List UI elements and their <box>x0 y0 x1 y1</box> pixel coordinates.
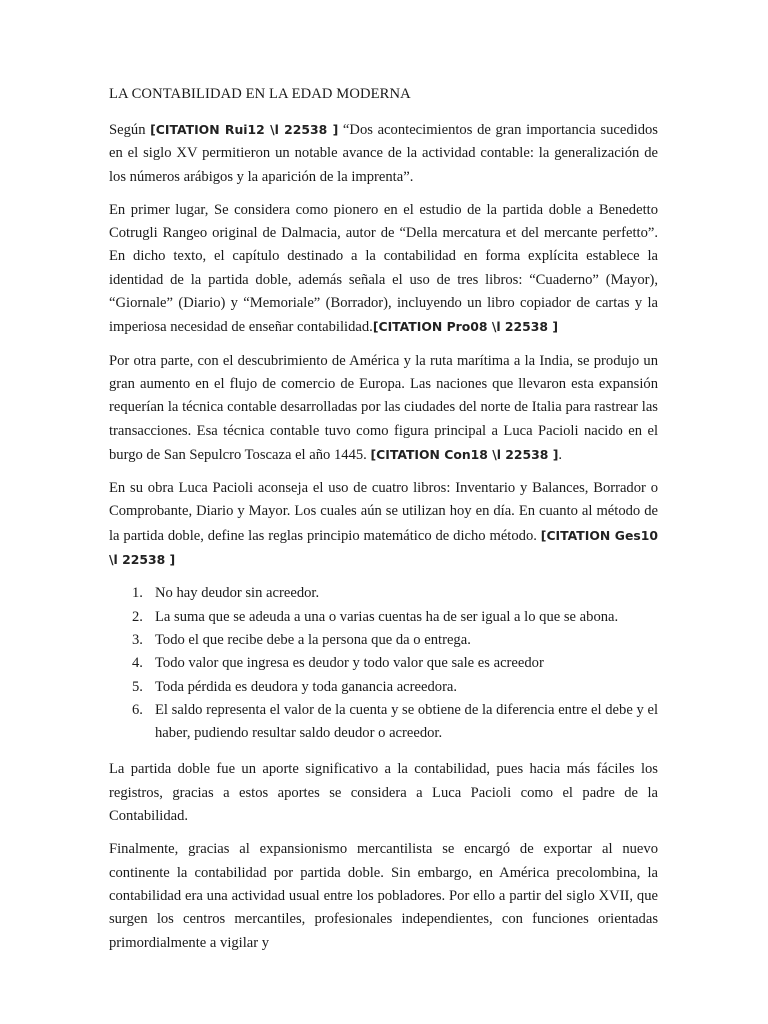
list-number: 6. <box>132 701 143 718</box>
list-text: Todo el que recibe debe a la persona que da o entrega. <box>155 631 471 648</box>
citation-field: [CITATION Ges10 \l 22538 ] <box>109 527 658 568</box>
paragraph-conclusion: La partida doble fue un aporte significativo a la contabilidad, pues hacia más fáciles los registros, gracias a estos aportes se considera a Luca Pacioli como el padre de la Contabilidad. <box>109 761 658 825</box>
rules-list <box>109 582 658 745</box>
paragraph-text: . <box>558 446 563 463</box>
list-text: El saldo representa el valor de la cuenta y se obtiene de la diferencia entre el debe y el haber, pudiendo resultar saldo deudor o acreedor. <box>155 701 658 742</box>
list-number: 3. <box>132 631 143 648</box>
list-item <box>109 582 658 605</box>
paragraph-cotrugli <box>109 199 658 340</box>
list-number: 5. <box>132 678 143 695</box>
citation-field: [CITATION Rui12 \l 22538 ] <box>150 122 339 137</box>
paragraph-text: Por otra parte, con el descubrimiento de América y la ruta marítima a la India, se produjo un gran aumento en el flujo de comercio de Europa. Las naciones que llevaron esta expansión requerían la técnica contable desarrolladas por las ciudades del norte de Italia para rastrear las transacciones. Esa técnica contable tuvo como figura principal a Luca Pacioli nacido en el burgo de San Sepulcro Toscaza el año 1445. <box>109 352 658 463</box>
paragraph-intro <box>109 118 658 189</box>
document-title: LA CONTABILIDAD EN LA EDAD MODERNA <box>109 86 411 102</box>
paragraph-final: Finalmente, gracias al expansionismo mercantilista se encargó de exportar al nuevo continente la contabilidad por partida doble. Sin embargo, en América precolombina, la contabilidad era una actividad usual entre los pobladores. Por ello a partir del siglo XVII, que surgen los centros mercantiles, profesionales independientes, con funciones orientadas primordialmente a vigilar y <box>109 841 658 951</box>
list-item <box>109 676 658 699</box>
list-item <box>109 652 658 675</box>
paragraph-america <box>109 350 658 467</box>
list-item <box>109 699 658 746</box>
list-text: Toda pérdida es deudora y toda ganancia acreedora. <box>155 678 458 695</box>
document-page <box>109 84 658 965</box>
citation-field: [CITATION Con18 \l 22538 ] <box>370 446 559 462</box>
list-text: La suma que se adeuda a una o varias cuentas ha de ser igual a lo que se abona. <box>155 608 619 625</box>
list-text: Todo valor que ingresa es deudor y todo valor que sale es acreedor <box>155 655 544 672</box>
citation-field: [CITATION Pro08 \l 22538 ] <box>372 319 559 335</box>
list-number: 4. <box>132 655 143 672</box>
list-item <box>109 629 658 652</box>
paragraph-text: Según <box>109 122 151 138</box>
list-item <box>109 606 658 629</box>
paragraph-pacioli <box>109 477 658 572</box>
list-text: No hay deudor sin acreedor. <box>155 585 320 602</box>
list-number: 2. <box>132 608 143 625</box>
paragraph-text: En primer lugar, Se considera como pionero en el estudio de la partida doble a Benedetto Cotrugli Rangeo original de Dalmacia, autor de “Della mercatura et del mercante perfetto”. En dicho texto, el capítulo destinado a la contabilidad en forma explícita establece la identidad de la partida doble, además señala el uso de tres libros: “Cuaderno” (Mayor), “Giornale” (Diario) y “Memoriale” (Borrador), incluyendo un libro copiador de cartas y la imperiosa necesidad de enseñar contabilidad. <box>109 201 658 336</box>
list-number: 1. <box>132 585 143 602</box>
paragraph-text: En su obra Luca Pacioli aconseja el uso de cuatro libros: Inventario y Balances, Borrador o Comprobante, Diario y Mayor. Los cuales aún se utilizan hoy en día. En cuanto al método de la partida doble, define las reglas principio matemático de dicho método. <box>109 480 658 544</box>
paragraph-text: “Dos acontecimientos de gran importancia sucedidos en el siglo XV permitieron un notable avance de la actividad contable: la generalización de los números arábigos y la aparición de la imprenta”. <box>109 122 658 185</box>
